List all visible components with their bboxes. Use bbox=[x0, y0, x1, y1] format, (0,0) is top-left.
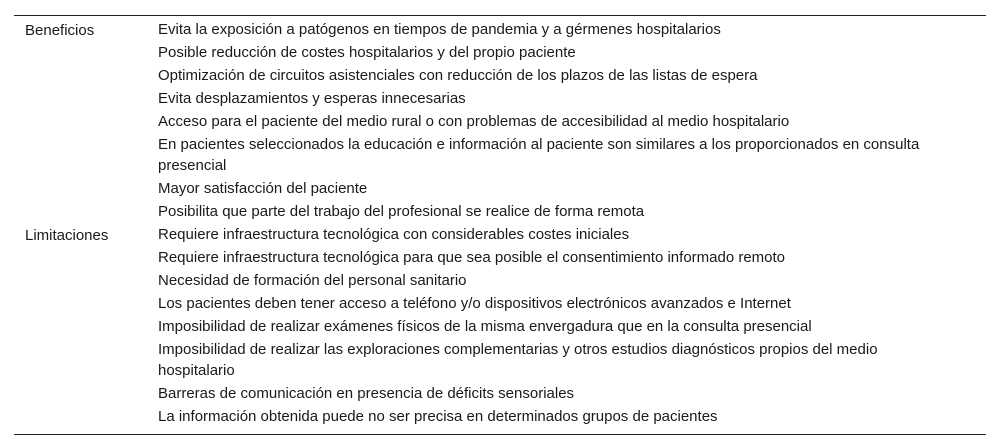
list-item: Necesidad de formación del personal sanitario bbox=[158, 272, 467, 289]
list-item: Acceso para el paciente del medio rural o con problemas de accesibilidad al medio hospitalario bbox=[158, 113, 790, 130]
list-item: Posibilita que parte del trabajo del profesional se realice de forma remota bbox=[158, 203, 645, 220]
list-item: En pacientes seleccionados la educación e información al paciente son similares a los proporcionados en consulta presencial bbox=[158, 136, 920, 174]
list-item: Evita la exposición a patógenos en tiempos de pandemia y a gérmenes hospitalarios bbox=[158, 21, 721, 38]
section-label: Beneficios bbox=[25, 22, 95, 39]
list-item: Barreras de comunicación en presencia de déficits sensoriales bbox=[158, 385, 575, 402]
section-limitaciones bbox=[14, 224, 986, 429]
list-item: Optimización de circuitos asistenciales con reducción de los plazos de las listas de espera bbox=[158, 67, 758, 84]
list-item: La información obtenida puede no ser precisa en determinados grupos de pacientes bbox=[158, 408, 718, 425]
section-label: Limitaciones bbox=[25, 227, 109, 244]
section-beneficios bbox=[14, 19, 986, 224]
list-item: Evita desplazamientos y esperas innecesarias bbox=[158, 90, 466, 107]
list-item: Requiere infraestructura tecnológica para que sea posible el consentimiento informado remoto bbox=[158, 249, 786, 266]
list-item: Mayor satisfacción del paciente bbox=[158, 180, 368, 197]
list-item: Posible reducción de costes hospitalarios y del propio paciente bbox=[158, 44, 576, 61]
section-items bbox=[158, 224, 986, 429]
list-item: Imposibilidad de realizar exámenes físicos de la misma envergadura que en la consulta presencial bbox=[158, 318, 812, 335]
list-item: Imposibilidad de realizar las exploraciones complementarias y otros estudios diagnósticos propios del medio hospitalario bbox=[158, 341, 878, 379]
benefits-limitations-table bbox=[14, 15, 986, 435]
section-items bbox=[158, 19, 986, 224]
list-item: Requiere infraestructura tecnológica con considerables costes iniciales bbox=[158, 226, 630, 243]
list-item: Los pacientes deben tener acceso a teléfono y/o dispositivos electrónicos avanzados e Internet bbox=[158, 295, 791, 312]
